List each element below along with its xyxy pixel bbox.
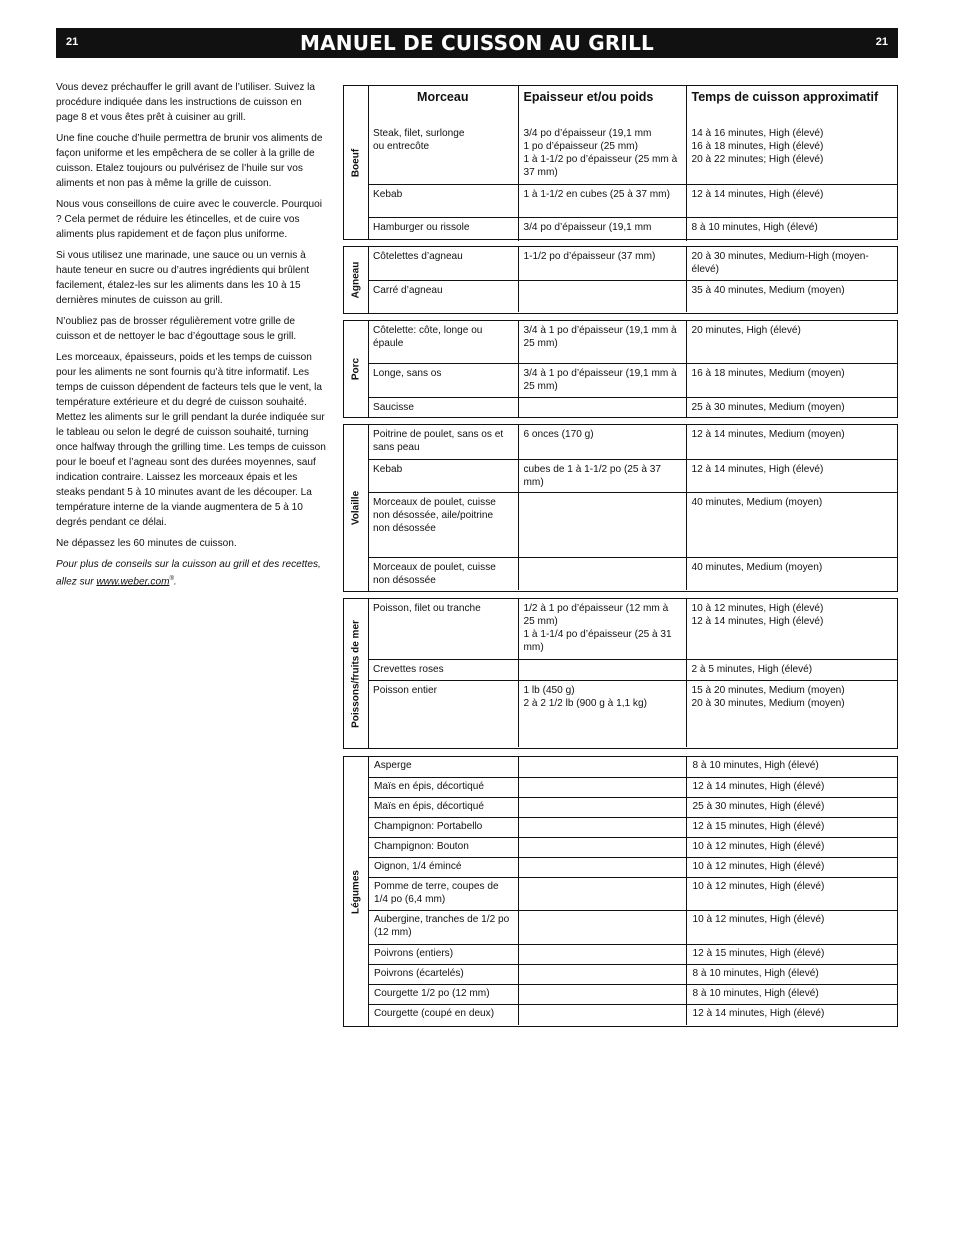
cell-thickness: 3/4 à 1 po d’épaisseur (19,1 mm à 25 mm)	[518, 321, 686, 363]
table-row	[368, 363, 897, 397]
cell-thickness	[518, 910, 686, 944]
cell-time: 12 à 14 minutes, High (élevé)	[686, 777, 897, 797]
column-header-thickness: Epaisseur et/ou poids	[518, 86, 686, 124]
table-row	[368, 877, 897, 910]
cell-cut: Courgette 1/2 po (12 mm)	[368, 984, 518, 1004]
cell-time: 20 minutes, High (élevé)	[686, 321, 897, 363]
cell-cut: Maïs en épis, décortiqué	[368, 777, 518, 797]
cell-time: 10 à 12 minutes, High (élevé)	[686, 857, 897, 877]
cell-cut: Kebab	[368, 184, 518, 217]
intro-text	[56, 80, 326, 595]
table-row	[368, 492, 897, 557]
cell-thickness	[518, 492, 686, 557]
intro-paragraph-preheat: Vous devez préchauffer le grill avant de l’utiliser. Suivez la procédure indiquée dans les instructions de cuisson en page 8 et vous êtes prêt à cuisiner au grill.	[56, 82, 316, 123]
intro-paragraph-times: Les morceaux, épaisseurs, poids et les temps de cuisson pour les aliments ne sont fournis qu’à titre informatif. Les temps de cuisson dépendent de facteurs tels que le vent, la température extérieure et du degré de cuisson souhaité. Mettez les aliments sur le grill pendant la durée indiquée sur le tableau ou selon le degré de cuisson souhaité, turning once halfway through the grilling time. Les temps de cuisson pour le boeuf et l’agneau sont des durées moyennes, sauf indication contraire. Laissez les morceaux épais et les steaks pendant 5 à 10 minutes avant de les découper. La température interne de la viande augmentera de 5 à 10 degrés pendant ce délai.	[56, 352, 326, 528]
cell-thickness: 1 lb (450 g) 2 à 2 1/2 lb (900 g à 1,1 kg)	[518, 680, 686, 747]
cell-thickness	[518, 777, 686, 797]
page-title: MANUEL DE CUISSON AU GRILL	[300, 31, 654, 55]
cell-thickness	[518, 280, 686, 312]
cell-cut: Poisson, filet ou tranche	[368, 599, 518, 659]
table-row	[368, 247, 897, 280]
table-row	[368, 280, 897, 312]
group-volaille	[343, 424, 898, 592]
cell-time: 35 à 40 minutes, Medium (moyen)	[686, 280, 897, 312]
cell-time: 40 minutes, Medium (moyen)	[686, 492, 897, 557]
table-row	[368, 217, 897, 241]
group-legumes	[343, 756, 898, 1027]
cell-cut: Champignon: Bouton	[368, 837, 518, 857]
cell-thickness: 1-1/2 po d’épaisseur (37 mm)	[518, 247, 686, 280]
cell-thickness	[518, 944, 686, 964]
table-row	[368, 124, 897, 184]
group-label-agneau: Agneau	[344, 247, 369, 313]
cell-time: 8 à 10 minutes, High (élevé)	[686, 984, 897, 1004]
tip-end: .	[173, 576, 177, 588]
cell-thickness: 1/2 à 1 po d’épaisseur (12 mm à 25 mm) 1 à 1-1/4 po d’épaisseur (25 à 31 mm)	[518, 599, 686, 659]
cell-time: 12 à 14 minutes, High (élevé)	[686, 1004, 897, 1025]
cell-time: 25 à 30 minutes, High (élevé)	[686, 797, 897, 817]
cell-cut: Kebab	[368, 459, 518, 492]
cell-cut: Aubergine, tranches de 1/2 po (12 mm)	[368, 910, 518, 944]
table-row	[368, 659, 897, 680]
group-label-volaille: Volaille	[344, 425, 369, 591]
cell-cut: Poivrons (entiers)	[368, 944, 518, 964]
intro-paragraph-lid: Nous vous conseillons de cuire avec le couvercle. Pourquoi ? Cela permet de réduire les étincelles, et de cuire vos aliments plus rapidement et de façon plus uniforme.	[56, 199, 322, 240]
cell-thickness: cubes de 1 à 1-1/2 po (25 à 37 mm)	[518, 459, 686, 492]
table-header-row	[368, 86, 897, 124]
cell-cut: Crevettes roses	[368, 659, 518, 680]
cell-time: 10 à 12 minutes, High (élevé) 12 à 14 minutes, High (élevé)	[686, 599, 897, 659]
cell-cut: Champignon: Portabello	[368, 817, 518, 837]
column-header-time: Temps de cuisson approximatif	[686, 86, 897, 124]
table-row	[368, 459, 897, 492]
cell-thickness	[518, 757, 686, 777]
cell-thickness	[518, 659, 686, 680]
cell-time: 40 minutes, Medium (moyen)	[686, 557, 897, 590]
cell-thickness	[518, 877, 686, 910]
intro-paragraph-cleaning: N’oubliez pas de brosser régulièrement votre grille de cuisson et de nettoyer le bac d’égouttage sous le grill.	[56, 316, 297, 342]
cell-cut: Steak, filet, surlonge ou entrecôte	[368, 124, 518, 184]
cell-cut: Courgette (coupé en deux)	[368, 1004, 518, 1025]
column-header-cut: Morceau	[368, 86, 518, 124]
table-row	[368, 944, 897, 964]
cell-cut: Longe, sans os	[368, 363, 518, 397]
intro-paragraph-marinade: Si vous utilisez une marinade, une sauce ou un vernis à haute teneur en sucre ou d’autres ingrédients qui brûlent facilement, étalez-les sur les aliments dans les 10 à 15 dernières minutes de cuisson au grill.	[56, 250, 310, 306]
cell-cut: Maïs en épis, décortiqué	[368, 797, 518, 817]
table-row	[368, 797, 897, 817]
intro-tip	[56, 557, 326, 589]
cell-cut: Côtelette: côte, longe ou épaule	[368, 321, 518, 363]
cell-time: 12 à 15 minutes, High (élevé)	[686, 817, 897, 837]
cell-time: 25 à 30 minutes, Medium (moyen)	[686, 397, 897, 417]
page-number-left: 21	[66, 36, 79, 48]
tip-text: Pour plus de conseils sur la cuisson au grill et des recettes, allez sur	[56, 559, 321, 588]
cell-cut: Poisson entier	[368, 680, 518, 747]
intro-paragraph-limit: Ne dépassez les 60 minutes de cuisson.	[56, 538, 237, 549]
registered-mark: ®	[169, 576, 174, 582]
cell-thickness: 3/4 à 1 po d’épaisseur (19,1 mm à 25 mm)	[518, 363, 686, 397]
cell-thickness	[518, 1004, 686, 1025]
cell-thickness	[518, 837, 686, 857]
table-legumes	[368, 757, 897, 1025]
cell-cut: Morceaux de poulet, cuisse non désossée, aile/poitrine non désossée	[368, 492, 518, 557]
weber-link[interactable]: www.weber.com	[96, 576, 170, 588]
cell-cut: Poitrine de poulet, sans os et sans peau	[368, 425, 518, 459]
table-row	[368, 910, 897, 944]
table-volaille	[368, 425, 897, 590]
cell-thickness: 3/4 po d’épaisseur (19,1 mm 1 po d’épaisseur (25 mm) 1 à 1-1/2 po d’épaisseur (25 mm à 37 mm)	[518, 124, 686, 184]
table-row	[368, 777, 897, 797]
group-label-boeuf: Boeuf	[344, 86, 369, 239]
cell-time: 2 à 5 minutes, High (élevé)	[686, 659, 897, 680]
table-row	[368, 964, 897, 984]
cell-thickness	[518, 984, 686, 1004]
cell-thickness	[518, 797, 686, 817]
cell-time: 8 à 10 minutes, High (élevé)	[686, 964, 897, 984]
cell-time: 12 à 14 minutes, Medium (moyen)	[686, 425, 897, 459]
page-number-right: 21	[875, 36, 888, 48]
cell-cut: Saucisse	[368, 397, 518, 417]
table-row	[368, 817, 897, 837]
cell-thickness: 6 onces (170 g)	[518, 425, 686, 459]
table-row	[368, 557, 897, 590]
table-row	[368, 857, 897, 877]
group-agneau	[343, 246, 898, 314]
cell-thickness: 1 à 1-1/2 en cubes (25 à 37 mm)	[518, 184, 686, 217]
cell-time: 12 à 14 minutes, High (élevé)	[686, 459, 897, 492]
group-label-porc: Porc	[344, 321, 369, 417]
table-row	[368, 599, 897, 659]
group-label-legumes: Légumes	[344, 757, 369, 1026]
cell-cut: Carré d’agneau	[368, 280, 518, 312]
cell-cut: Hamburger ou rissole	[368, 217, 518, 241]
cell-thickness	[518, 817, 686, 837]
group-boeuf	[343, 85, 898, 240]
cell-thickness	[518, 557, 686, 590]
cell-time: 14 à 16 minutes, High (élevé) 16 à 18 minutes, High (élevé) 20 à 22 minutes; High (élevé)	[686, 124, 897, 184]
cell-time: 8 à 10 minutes, High (élevé)	[686, 217, 897, 241]
cell-thickness	[518, 964, 686, 984]
table-row	[368, 837, 897, 857]
cell-time: 10 à 12 minutes, High (élevé)	[686, 837, 897, 857]
table-porc	[368, 321, 897, 417]
cell-time: 10 à 12 minutes, High (élevé)	[686, 910, 897, 944]
cell-cut: Côtelettes d’agneau	[368, 247, 518, 280]
table-row	[368, 680, 897, 747]
cell-time: 20 à 30 minutes, Medium-High (moyen-élevé)	[686, 247, 897, 280]
cell-time: 10 à 12 minutes, High (élevé)	[686, 877, 897, 910]
cell-cut: Asperge	[368, 757, 518, 777]
cell-time: 8 à 10 minutes, High (élevé)	[686, 757, 897, 777]
group-poissons	[343, 598, 898, 749]
cell-thickness	[518, 397, 686, 417]
table-row	[368, 397, 897, 417]
cell-thickness: 3/4 po d’épaisseur (19,1 mm	[518, 217, 686, 241]
group-porc	[343, 320, 898, 418]
table-row	[368, 984, 897, 1004]
page-header	[56, 28, 898, 58]
cell-time: 12 à 14 minutes, High (élevé)	[686, 184, 897, 217]
cell-cut: Oignon, 1/4 émincé	[368, 857, 518, 877]
table-poissons	[368, 599, 897, 747]
table-row	[368, 757, 897, 777]
cell-cut: Pomme de terre, coupes de 1/4 po (6,4 mm)	[368, 877, 518, 910]
cell-time: 15 à 20 minutes, Medium (moyen) 20 à 30 minutes, Medium (moyen)	[686, 680, 897, 747]
group-label-poissons: Poissons/fruits de mer	[344, 599, 369, 748]
cell-cut: Morceaux de poulet, cuisse non désossée	[368, 557, 518, 590]
cell-time: 16 à 18 minutes, Medium (moyen)	[686, 363, 897, 397]
cell-time: 12 à 15 minutes, High (élevé)	[686, 944, 897, 964]
table-row	[368, 425, 897, 459]
table-boeuf	[368, 86, 897, 241]
table-agneau	[368, 247, 897, 312]
table-row	[368, 184, 897, 217]
cell-thickness	[518, 857, 686, 877]
intro-paragraph-oil: Une fine couche d’huile permettra de brunir vos aliments de façon uniforme et les empêchera de se coller à la grille de cuisson. Etalez toujours ou pulvérisez de l’huile sur vos aliments et non pas à même la grille de cuisson.	[56, 133, 323, 189]
table-row	[368, 321, 897, 363]
table-row	[368, 1004, 897, 1025]
cell-cut: Poivrons (écartelés)	[368, 964, 518, 984]
